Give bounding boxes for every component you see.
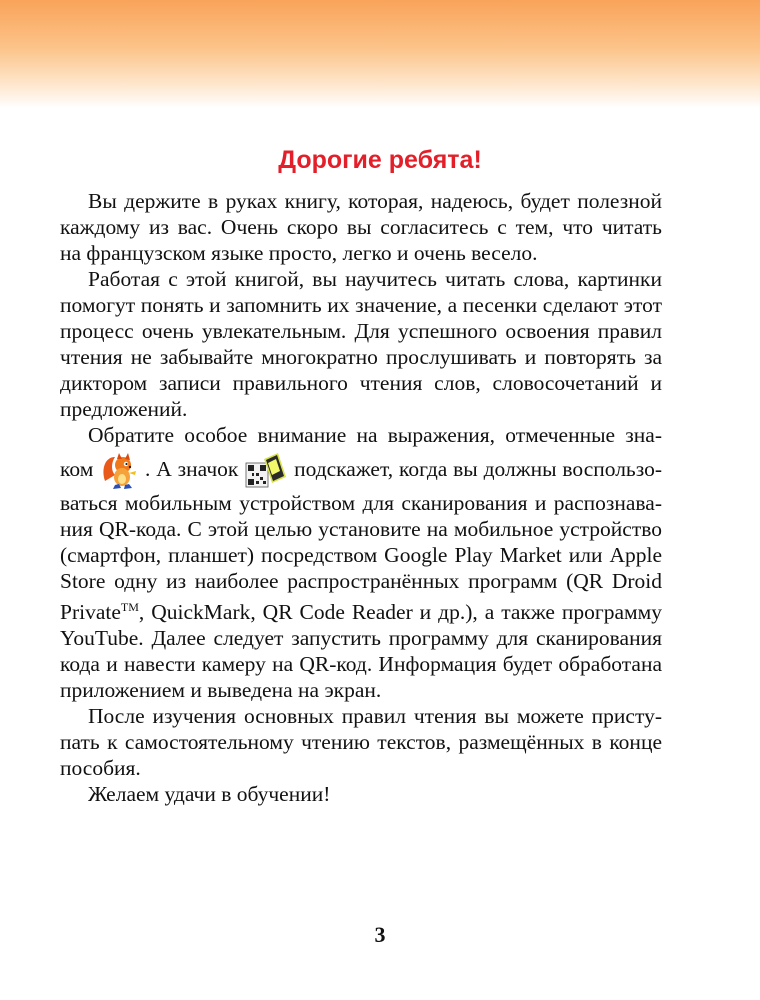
text-line: YouTube. Далее следует запустить программу для сканирования: [60, 626, 662, 651]
text-line: пать к самостоятельному чтению текстов, размещённых в конце: [60, 730, 662, 755]
text-line: Store одну из наиболее распространённых программ (QR Droid: [60, 569, 662, 593]
page-title: Дорогие ребята!: [278, 146, 482, 174]
text-fragment: Private: [60, 600, 121, 625]
text-line: приложением и выведена на экран.: [60, 678, 382, 703]
text-line: процесс очень увлекательным. Для успешного освоения правил: [60, 319, 662, 343]
text-fragment: подскажет, когда вы должны воспользо-: [294, 457, 663, 481]
trademark-sup: TM: [120, 600, 139, 614]
body-text: [60, 188, 663, 807]
text-line: помогут понять и запомнить их значение, а песенки сделают этот: [60, 293, 662, 317]
page-number: 3: [374, 922, 386, 947]
text-fragment: ком: [60, 457, 94, 481]
text-line: на французском языке просто, легко и очень весело.: [60, 241, 538, 265]
text-line: предложений.: [60, 397, 188, 421]
text-line: После изучения основных правил чтения вы можете присту-: [88, 704, 662, 729]
text-line: пособия.: [60, 756, 141, 781]
text-line: ния QR-кода. С этой целью установите на мобильное устройство: [60, 517, 662, 541]
text-line: чтения не забывайте многократно прослушивать и повторять за: [60, 345, 662, 369]
squirrel-mascot-icon: [99, 451, 139, 491]
text-fragment: . А значок: [145, 457, 239, 481]
paragraph-5: [88, 781, 662, 807]
text-line: кода и навести камеру на QR-код. Информация будет обработана: [60, 652, 662, 677]
text-line: Желаем удачи в обучении!: [88, 782, 331, 807]
text-line: Работая с этой книгой, вы научитесь читать слова, картинки: [88, 267, 662, 291]
text-line-with-icons: [60, 448, 662, 490]
header-gradient-band: [0, 0, 760, 108]
paragraph-1: [60, 188, 662, 266]
paragraph-4: [60, 703, 662, 781]
qr-phone-icon: [244, 451, 288, 491]
paragraph-2: [60, 266, 662, 422]
text-fragment: , QuickMark, QR Code Reader и др.), а также программу: [138, 600, 662, 625]
text-line: ваться мобильным устройством для сканирования и распознава-: [60, 491, 662, 515]
text-line: диктором записи правильного чтения слов, словосочетаний и: [60, 371, 662, 395]
text-line-trademark: [60, 594, 662, 625]
text-line: Вы держите в руках книгу, которая, надеюсь, будет полезной: [88, 189, 662, 213]
text-line: каждому из вас. Очень скоро вы согласитесь с тем, что читать: [60, 215, 662, 239]
paragraph-3: [60, 422, 663, 703]
text-line: Обратите особое внимание на выражения, отмеченные зна-: [88, 423, 662, 447]
text-line: (смартфон, планшет) посредством Google Play Market или Apple: [60, 543, 662, 567]
